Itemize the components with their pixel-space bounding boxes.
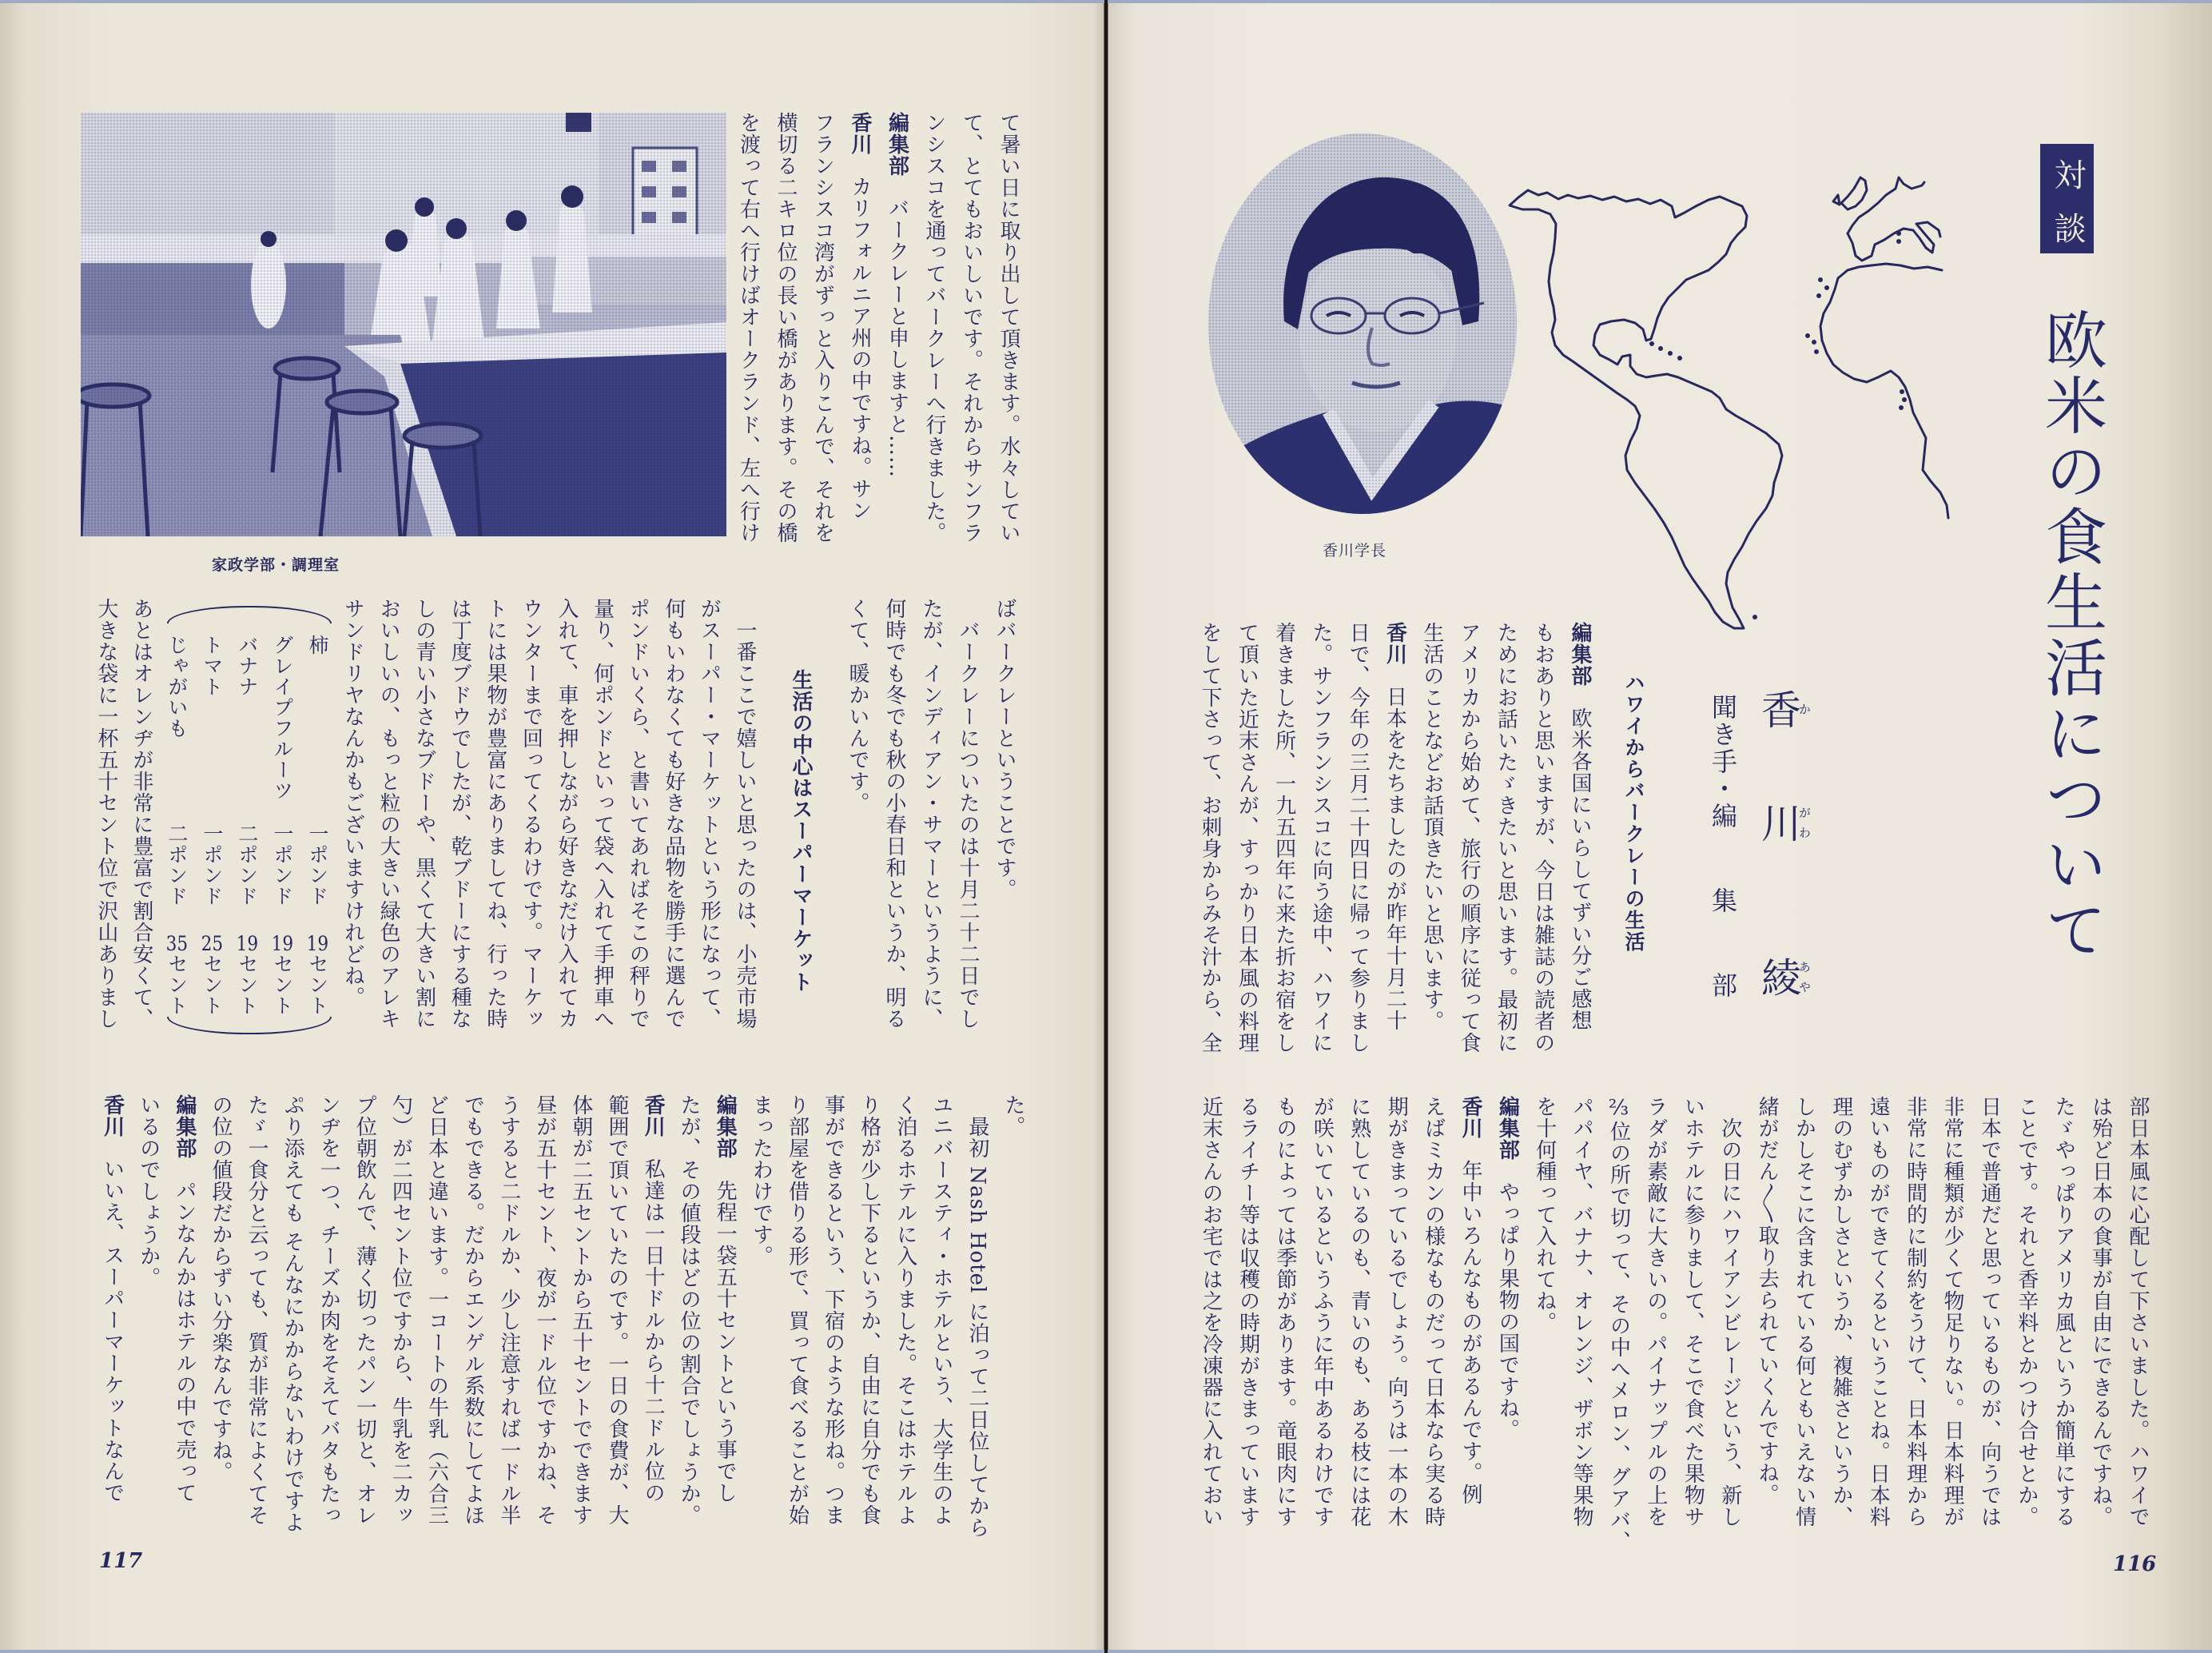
text-column: ユニバースティ・ホテルという、大学生のよ [929,1094,953,1526]
price-number: 19 [306,934,329,954]
text-column: フランシスコ湾がずっと入りこんで、それを [810,112,835,544]
author-ruby: がわ [1797,803,1812,842]
text-column: 生活のことなどお話頂きたいと思います。 [1419,622,1444,1032]
text-column: ンシスコを通ってバークレーへ行きました。 [922,112,946,544]
text-column: たゞ一食分と云っても、質が非常によくてそ [245,1094,269,1526]
column-text: 欧米各国にいらしてずい分ご感想 [1568,707,1592,1031]
page-number-left: 117 [99,1549,143,1573]
text-column: は殆ど日本の食事が自由にできるんですね。 [2088,1096,2113,1528]
text-column: 一番ここで嬉しいと思ったのは、小売市場 [733,598,757,1030]
text-column: を渡って右へ行けばオークランド、左へ行け [736,112,761,544]
text-column: ウンターまで回ってくるわけです。マーケッ [519,598,543,1030]
author-char: 綾 [1755,957,1801,997]
text-column: 期がきまっているでしょう。向うは一本の木 [1384,1096,1409,1528]
text-column: 非常に種類が少くて物足りない。日本料理が [1940,1096,1965,1528]
column-text: パンなんかはホテルの中で売って [172,1180,197,1504]
text-column: り格が少し下るというか、自由に自分でも食 [857,1094,881,1526]
text-column: て暑い日に取り出して頂きます。水々してい [997,112,1020,544]
text-column: 着きました所、一九五四年に来た折お宿をし [1271,622,1296,1054]
text-column: 勺）が二四セント位ですから、牛乳を二カッ [388,1094,413,1526]
text-column: たが、インディアン・サマーというように、 [919,598,943,1030]
price-number: 35 [165,934,189,954]
text-column [1376,622,1413,1054]
section-heading: ハワイからバークレーの生活 [1622,672,1645,953]
text-column: バークレーについたのは十月二十二日でし [956,598,980,1030]
text-column: 緒がだん〳〵取り去られていくんですね。 [1755,1096,1780,1505]
price-item: バナナ [235,635,259,697]
price-quantity: 一ポンド [305,823,329,906]
text-column: 非常に時間的に制約をうけて、日本料理から [1903,1096,1928,1528]
author-char: 川 [1755,803,1801,842]
text-column [1489,1096,1526,1528]
text-column: ばバークレーということです。 [993,598,1016,900]
text-column: プ位朝飲んで、薄く切ったパン一切と、オレ [352,1094,377,1526]
speaker-label: 香川 [848,112,872,155]
interviewer-name: 編集部 [1708,803,1738,1057]
page-number-right: 116 [2113,1552,2157,1576]
text-column: トには果物が豊富にありましてね、行った時 [483,598,507,1030]
text-column: をして下さって、お刺身からみそ汁から、全 [1198,622,1223,1054]
price-unit: セント [165,954,189,1016]
price-quantity: 一ポンド [200,823,224,906]
text-column: ぷり添えても そんなにかからないわけですよ [280,1094,305,1534]
speaker-label: 香川 [100,1094,125,1137]
text-column: おいしいの、もっと粒の大きい緑色のアレキ [376,598,401,1030]
price-unit: セント [270,954,294,1016]
text-column: 体朝が二五セントから五十セントでできます [568,1094,593,1526]
column-text: バークレーと申しますと…… [885,197,909,478]
text-column [1562,622,1598,1054]
price-number: 25 [201,934,224,954]
right-upper-text-block [1192,622,1598,1054]
text-column: て頂いた近末さんが、すっかり日本風の料理 [1235,622,1259,1054]
text-column: 入れて、車を押しながら好きなだけ入れてカ [555,598,579,1030]
text-column: 範囲で頂いていたのです。一日の食費が、大 [604,1094,629,1526]
text-column: 昼が五十セント、夜が一ドル位ですかね、そ [532,1094,557,1526]
text-column: に熟しているのも、青いのも、ある枝には花 [1347,1096,1371,1528]
text-column: サンドリヤなんかもございますけれどね。 [340,598,365,1008]
author-name-char [1755,803,1811,842]
text-column: ど日本と違います。一コートの牛乳（六合三 [424,1094,449,1526]
text-column: 部日本風に心配して下さいました。ハワイで [2126,1096,2150,1528]
text-column: 遠いものができてくるということね。日本料 [1866,1096,1891,1528]
text-column: いるのでしょうか。 [136,1094,161,1289]
text-column: もおありと思いますが、今日は雑誌の読者の [1530,622,1555,1054]
column-text: カリフォルニア州の中ですね。サン [848,176,872,521]
portrait-caption: 香川学長 [1323,542,1387,560]
price-number: 19 [271,934,294,954]
text-column: がスーパー・マーケットという形になって、 [697,598,722,1030]
text-column: り部屋を借りる形で、買って食べることが始 [785,1094,810,1526]
text-column: たゞやっぱりアメリカ風というか簡単にする [2051,1096,2076,1528]
speaker-label: 香川 [641,1094,666,1137]
speaker-label: 編集部 [885,112,909,177]
author-ruby: か [1797,689,1812,729]
text-column: アメリカから始めて、旅行の順序に従って食 [1457,622,1482,1054]
text-column: 日本で普通だと思っているものが、向うでは [1977,1096,2002,1528]
article-type-label: 対談 [2040,144,2094,253]
text-column: パパイヤ、バナナ、オレンジ、ザボン等果物 [1569,1096,1594,1528]
text-column: しの青い小さなブドーや、黒くて大きい割に [412,598,436,1030]
text-column: 日で、今年の三月二十四日に帰って参りまし [1346,622,1371,1054]
text-column: ものによっては季節があります。竜眼肉にす [1273,1096,1298,1528]
text-column: た。サンフランシスコに向う途中、ハワイに [1308,622,1333,1054]
price-item: グレイプフルーツ [270,635,294,801]
text-column: くて、暖かいんです。 [845,598,869,814]
text-column: 量り、何ポンドといって袋へ入れて手押車へ [590,598,615,1030]
text-column: を十何種って入れてね。 [1532,1096,1557,1333]
text-column: ためにお話いたゞきたいと思います。最初に [1494,622,1518,1054]
price-item: 柿 [305,635,329,655]
text-column: 横切る二キロ位の長い橋があります。その橋 [774,112,798,544]
text-column: 次の日にハワイアンビレージという、新し [1717,1096,1742,1528]
photo-caption: 家政学部・調理室 [212,556,340,574]
text-column: ラダが素敵に大きいの。パイナップルの上を [1643,1096,1668,1528]
price-quantity: 一ポンド [270,823,294,906]
column-text: 年中いろんなものがあるんです。例 [1458,1160,1482,1505]
speaker-label: 編集部 [1568,622,1592,687]
text-column: は丁度ブドウでしたが、乾ブドーにする種な [448,598,472,1030]
text-column [1452,1096,1489,1528]
text-column: く泊るホテルに入りました。そこはホテルよ [893,1094,917,1526]
text-column: えばミカンの様なものだって日本なら実る時 [1421,1096,1446,1528]
author-name-char [1755,689,1811,729]
article-title: 欧米の食生活について [2035,308,2107,963]
text-column: うすると二ドルか、少し注意すれば一ドル半 [496,1094,521,1526]
column-text: 私達は一日十ドルから十二ドル位の [641,1158,666,1504]
text-column: 理のむずかしさというか、複雑さというか、 [1828,1096,1853,1528]
subheading: 生活の中心はスーパーマーケット [789,669,813,993]
text-column: まったわけです。 [749,1094,774,1267]
text-column: て、とてもおいしいです。それからサンフラ [959,112,984,544]
text-column: 事ができるという、下宿のような形ね。つま [821,1094,845,1526]
text-column: るライチー等は収穫の時期がきまっています [1235,1096,1260,1528]
speaker-label: 編集部 [1495,1096,1520,1161]
author-char: 香 [1755,689,1801,729]
speaker-label: 香川 [1382,622,1407,665]
author-ruby: あや [1797,957,1812,997]
interviewer-credit [1709,694,1737,1057]
text-column: ⅔位の所で切って、その中へメロン、グアバ、 [1606,1096,1631,1552]
price-quantity: 二ポンド [235,823,259,906]
right-lower-text-block [1192,1096,2156,1552]
column-text: いいえ、スーパーマーケットなんで [100,1158,125,1504]
text-column: ポンドいくら、と書いてあればそこの秤りで [626,598,650,1030]
price-item: トマト [200,635,224,697]
text-column: あとはオレンヂが非常に豊富で割合安くて、 [129,598,153,1030]
author-name-char [1755,957,1811,997]
price-quantity: 二ポンド [165,823,189,906]
text-column: ことです。それと香辛料とかつけ合せとか。 [2014,1096,2039,1528]
price-unit: セント [200,954,224,1016]
speaker-label: 編集部 [172,1094,197,1159]
interviewer-label: 聞き手・ [1708,694,1738,803]
column-text: 日本をたちましたのが昨年十月二十 [1382,686,1407,1031]
text-column: でもできる。だからエンゲル系数にしてよほ [460,1094,485,1526]
text-column: しかしそこに含まれている何ともいえない情 [1792,1096,1816,1528]
text-column: たが、その値段はどの位の割合でしょうか。 [677,1094,702,1526]
price-item: じゃがいも [165,635,189,739]
text-column: いホテルに参りまして、そこで食べた果物サ [1681,1096,1705,1528]
text-column: 最初 Nash Hotel に泊って二日位してから [965,1094,989,1539]
text-column: の位の値段だからずい分楽なんですね。 [208,1094,233,1483]
text-column: 何時でも冬でも秋の小春日和というか、明る [882,598,906,1030]
price-number: 19 [236,934,259,954]
price-unit: セント [235,954,259,1016]
text-column: 何もいわなくても好きな品物を勝手に選んで [661,598,686,1030]
text-column: 大きな袋に一杯五十セント位で沢山ありまし [93,598,118,1030]
text-column: ンヂを一つ、チーズか肉をそえてバタもたっ [316,1094,341,1526]
speaker-label: 香川 [1458,1096,1482,1139]
text-column: 近末さんのお宅では之を冷凍器に入れておい [1199,1096,1223,1528]
text-column: た。 [1001,1094,1025,1137]
price-unit: セント [305,954,329,1016]
column-text: 先程一袋五十セントという事でし [713,1180,738,1504]
speaker-label: 編集部 [713,1094,738,1159]
column-text: やっぱり果物の国ですね。 [1495,1181,1520,1440]
text-column: が咲いているというふうに年中あるわけです [1310,1096,1335,1528]
